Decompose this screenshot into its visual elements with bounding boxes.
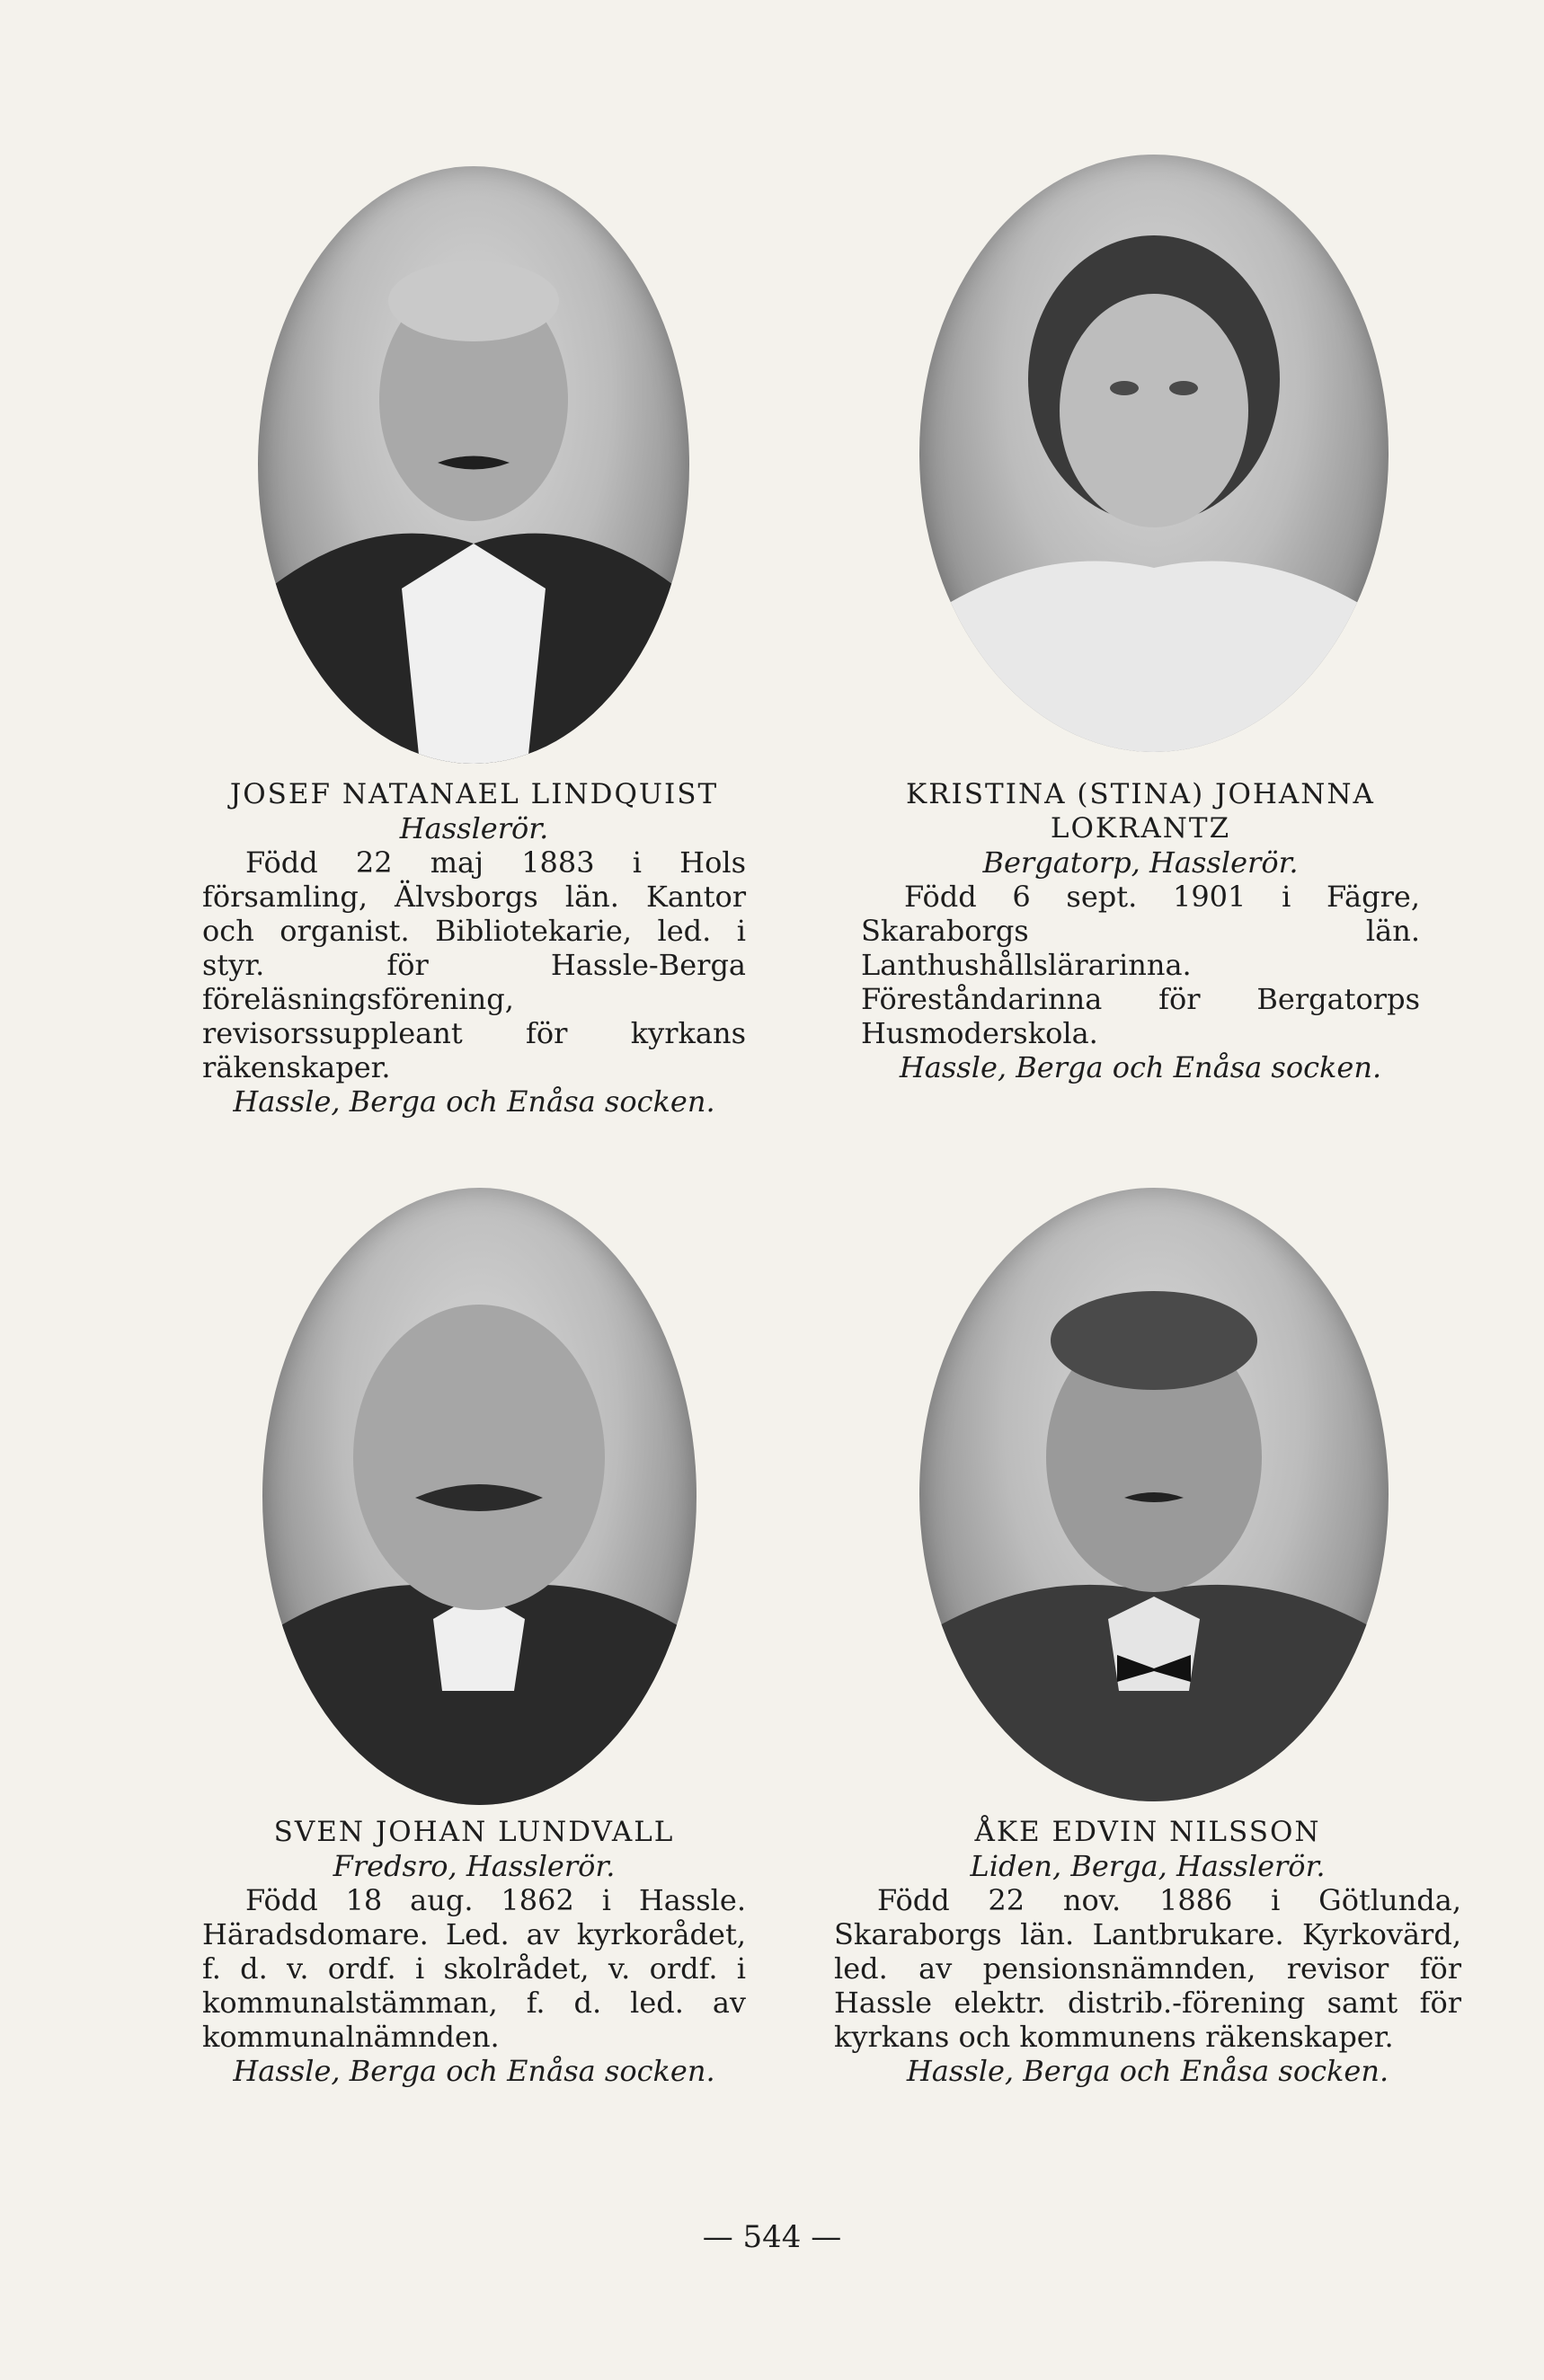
person-residence: Hasslerör.: [399, 811, 549, 845]
parish-name: Hassle, Berga och Enåsa socken.: [233, 2054, 715, 2088]
person-biography: Född 18 aug. 1862 i Hassle. Häradsdomare. Led. av kyrkorådet, f. d. v. ordf. i skolrådet, v. ordf. i kommunalstämman, f. d. led. av kommunalnämnden.: [202, 1883, 746, 2054]
person-name: KRISTINA (STINA) JOHANNA LOKRANTZ: [906, 778, 1375, 845]
person-biography: Född 22 nov. 1886 i Götlunda, Skaraborgs län. Lantbrukare. Kyrkovärd, led. av pensionsnämnden, revisor för Hassle elektr. distrib.-förening samt för kyrkans och kommunens räkenskaper.: [834, 1883, 1461, 2054]
person-residence: Liden, Berga, Hasslerör.: [970, 1849, 1326, 1883]
portrait-sven-lundvall: [262, 1188, 697, 1805]
page-number: — 544 —: [702, 2219, 842, 2255]
person-residence: Bergatorp, Hasslerör.: [982, 845, 1299, 880]
person-name: JOSEF NATANAEL LINDQUIST: [229, 778, 719, 810]
person-residence: Fredsro, Hasslerör.: [333, 1849, 616, 1883]
entry-ake-nilsson: [834, 1815, 1461, 2088]
parish-name: Hassle, Berga och Enåsa socken.: [233, 1084, 715, 1119]
person-name: ÅKE EDVIN NILSSON: [974, 1816, 1321, 1848]
entry-kristina-lokrantz: [861, 777, 1420, 1084]
person-biography: Född 22 maj 1883 i Hols församling, Älvsborgs län. Kantor och organist. Bibliotekarie, led. i styr. för Hassle-Berga föreläsningsförening, revisorssuppleant för kyrkans räkenskaper.: [202, 845, 746, 1084]
entry-josef-lindquist: [202, 777, 746, 1119]
parish-name: Hassle, Berga och Enåsa socken.: [899, 1050, 1382, 1084]
parish-name: Hassle, Berga och Enåsa socken.: [906, 2054, 1389, 2088]
portrait-josef-lindquist: [258, 166, 689, 764]
person-biography: Född 6 sept. 1901 i Fägre, Skaraborgs län. Lanthushållslärarinna. Föreståndarinna för Bergatorps Husmoderskola.: [861, 880, 1420, 1050]
person-name: SVEN JOHAN LUNDVALL: [273, 1816, 675, 1848]
entry-sven-lundvall: [202, 1815, 746, 2088]
portrait-kristina-lokrantz: [919, 155, 1389, 752]
portrait-ake-nilsson: [919, 1188, 1389, 1801]
